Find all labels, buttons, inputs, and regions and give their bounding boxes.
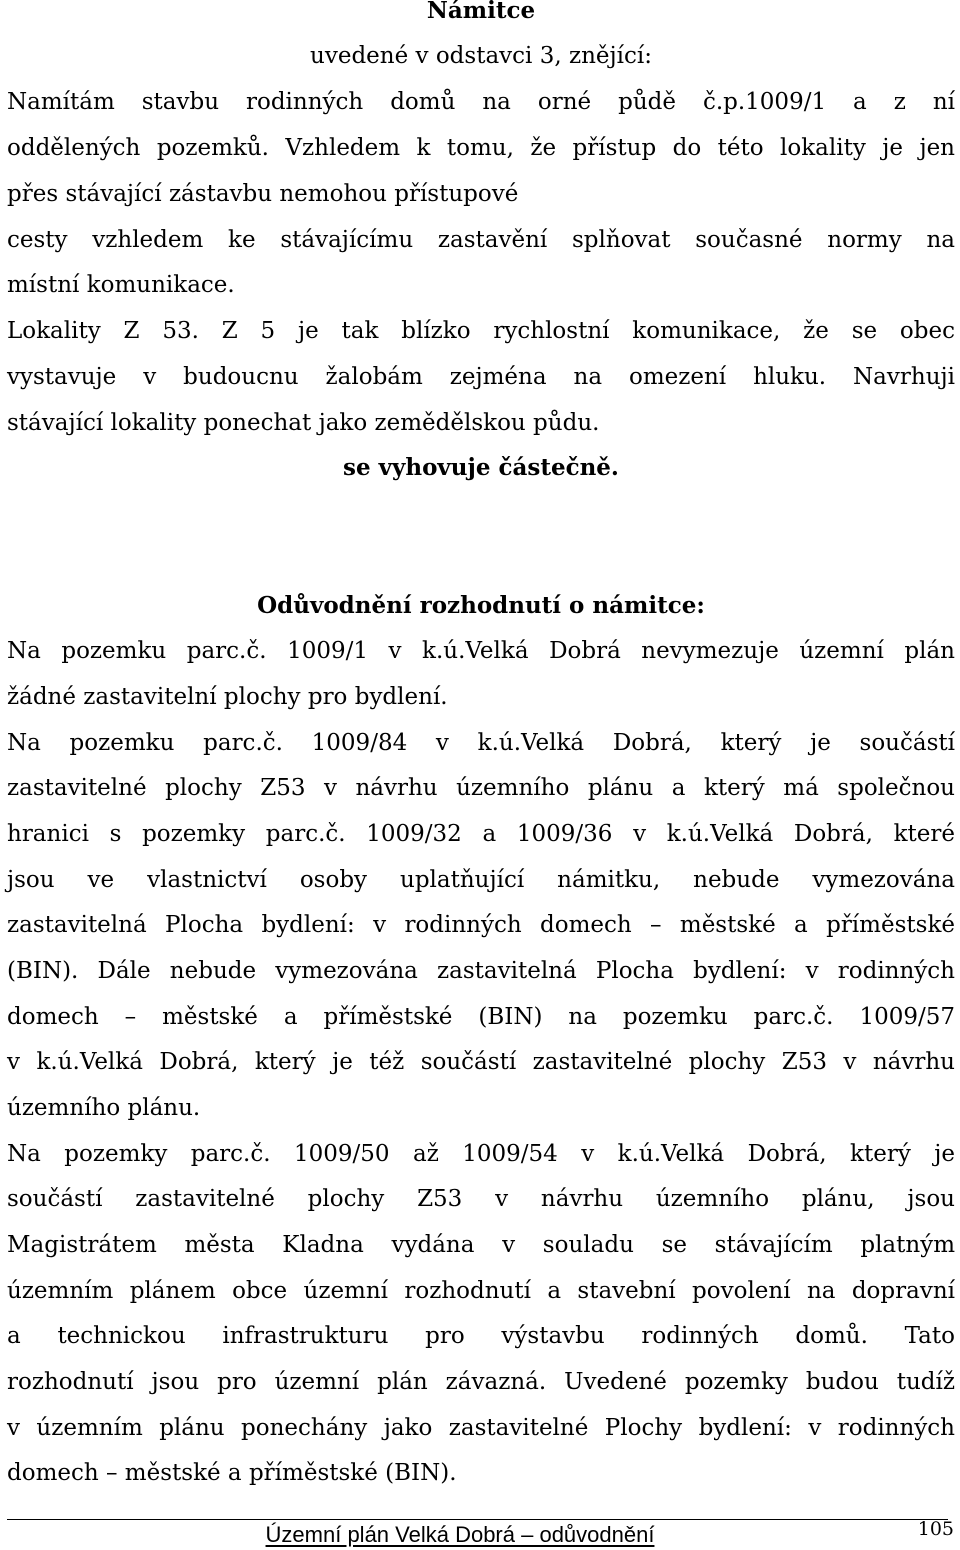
text-line: stávající lokality ponechat jako zemědělskou půdu. xyxy=(7,410,600,436)
text-line: Lokality Z 53. Z 5 je tak blízko rychlostní komunikace, že se obec xyxy=(7,318,955,344)
footer-title: Územní plán Velká Dobrá – odůvodnění xyxy=(265,1522,655,1547)
text-line: domech – městské a příměstské (BIN). xyxy=(7,1460,457,1486)
text-line: Na pozemku parc.č. 1009/1 v k.ú.Velká Dobrá nevymezuje územní plán xyxy=(7,638,955,664)
text-line: Magistrátem města Kladna vydána v souladu se stávajícím platným xyxy=(7,1232,955,1258)
text-line: (BIN). Dále nebude vymezována zastavitelná Plocha bydlení: v rodinných xyxy=(7,958,955,984)
text-line: v k.ú.Velká Dobrá, který je též součástí zastavitelné plochy Z53 v návrhu xyxy=(7,1049,955,1075)
heading: Námitce xyxy=(426,0,536,24)
text-line: Na pozemku parc.č. 1009/84 v k.ú.Velká Dobrá, který je součástí xyxy=(7,730,955,756)
text-line: přes stávající zástavbu nemohou přístupové xyxy=(7,181,519,207)
text-line: územního plánu. xyxy=(7,1095,201,1121)
text-line: Namítám stavbu rodinných domů na orné půdě č.p.1009/1 a z ní xyxy=(7,89,955,115)
text-line: hranici s pozemky parc.č. 1009/32 a 1009/36 v k.ú.Velká Dobrá, které xyxy=(7,821,955,847)
text-line: žádné zastavitelní plochy pro bydlení. xyxy=(7,684,448,710)
text-line: a technickou infrastrukturu pro výstavbu rodinných domů. Tato xyxy=(7,1323,955,1349)
text-line: Na pozemky parc.č. 1009/50 až 1009/54 v k.ú.Velká Dobrá, který je xyxy=(7,1141,955,1167)
text-line: územním plánem obce územní rozhodnutí a stavební povolení na dopravní xyxy=(7,1278,955,1304)
intro-line: uvedené v odstavci 3, znějící: xyxy=(310,43,652,69)
text-line: vystavuje v budoucnu žalobám zejména na omezení hluku. Navrhuji xyxy=(7,364,955,390)
text-line: v územním plánu ponechány jako zastavitelné Plochy bydlení: v rodinných xyxy=(7,1415,955,1441)
text-line: cesty vzhledem ke stávajícímu zastavění splňovat současné normy na xyxy=(7,227,955,253)
text-line: jsou ve vlastnictví osoby uplatňující námitku, nebude vymezována xyxy=(7,867,955,893)
text-line: domech – městské a příměstské (BIN) na pozemku parc.č. 1009/57 xyxy=(7,1004,955,1030)
justification-heading: Odůvodnění rozhodnutí o námitce: xyxy=(257,592,705,619)
text-line: zastavitelné plochy Z53 v návrhu územního plánu a který má společnou xyxy=(7,775,955,801)
text-line: místní komunikace. xyxy=(7,272,235,298)
text-line: součástí zastavitelné plochy Z53 v návrhu územního plánu, jsou xyxy=(7,1186,955,1212)
page-number: 105 xyxy=(917,1518,954,1540)
text-line: zastavitelná Plocha bydlení: v rodinných domech – městské a příměstské xyxy=(7,912,955,938)
text-line: rozhodnutí jsou pro územní plán závazná. Uvedené pozemky budou tudíž xyxy=(7,1369,955,1395)
verdict: se vyhovuje částečně. xyxy=(343,454,619,481)
text-line: oddělených pozemků. Vzhledem k tomu, že přístup do této lokality je jen xyxy=(7,135,955,161)
